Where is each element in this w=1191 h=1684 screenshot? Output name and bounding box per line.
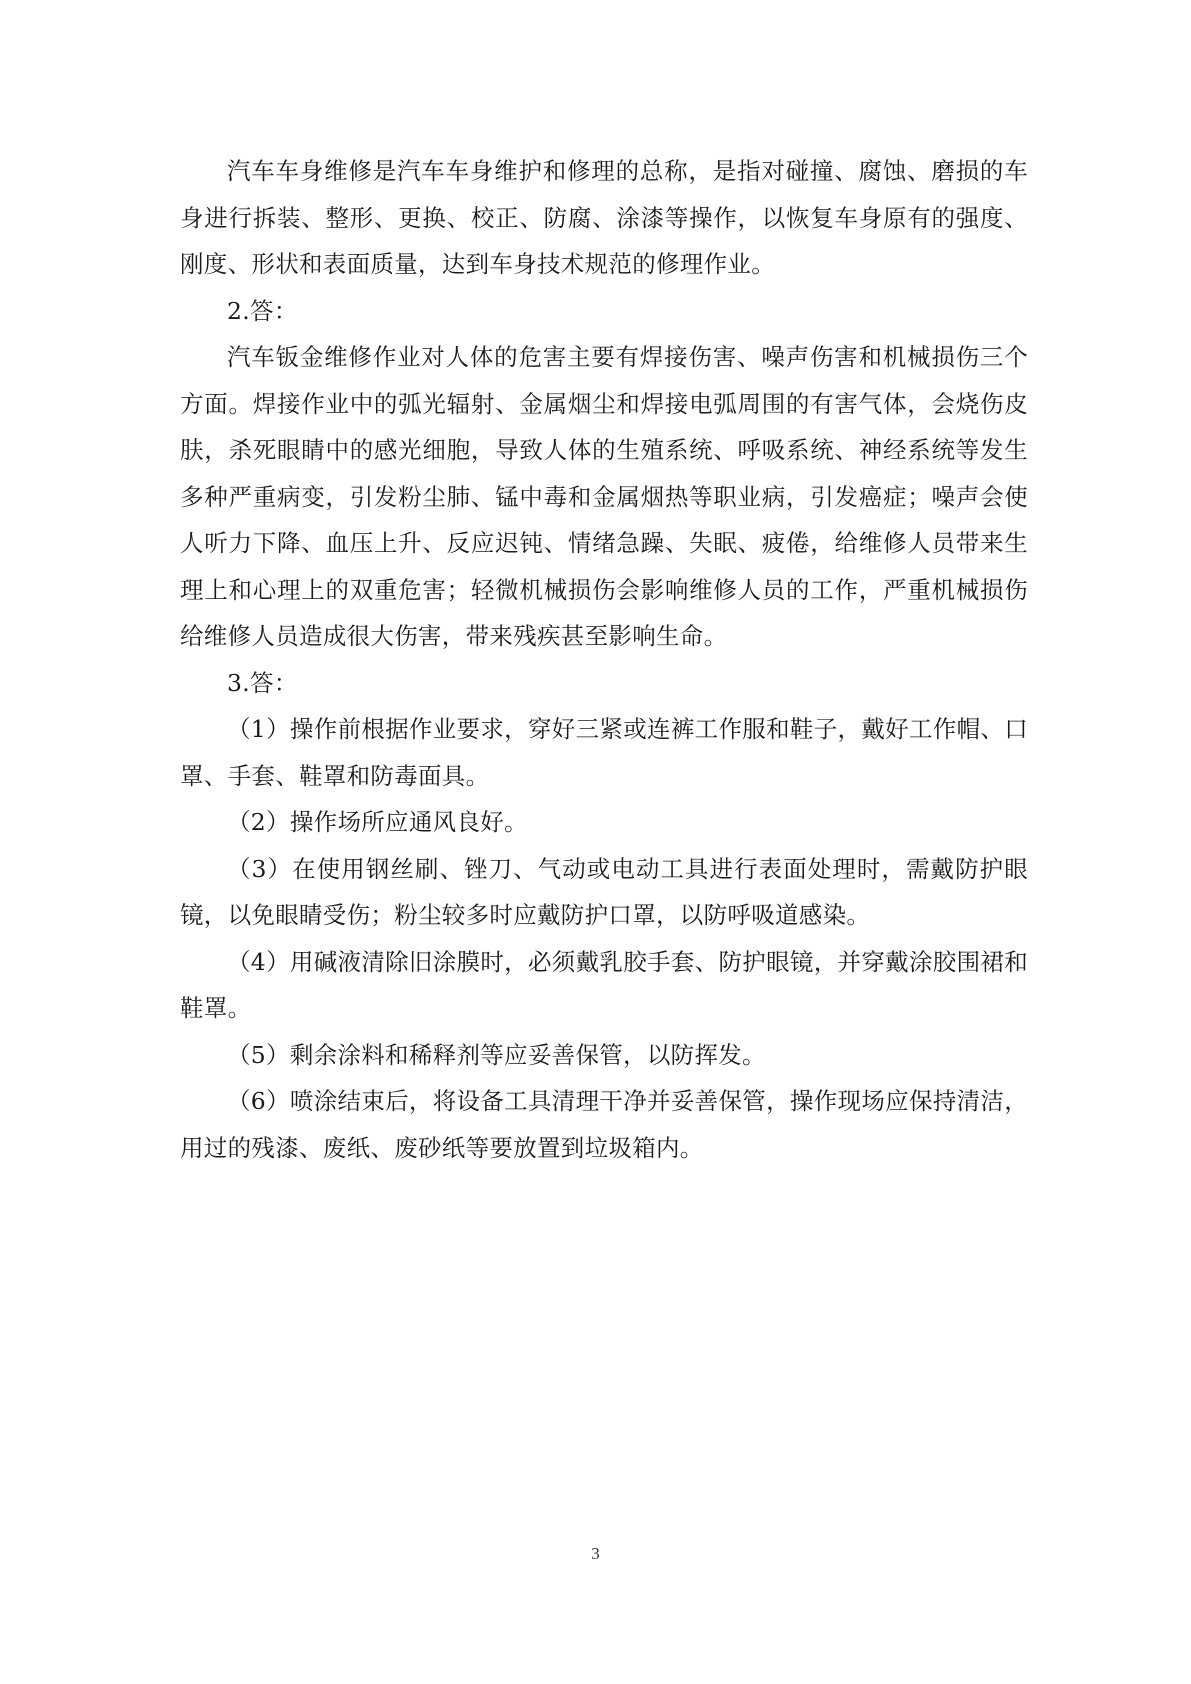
list-item-6: （6）喷涂结束后，将设备工具清理干净并妥善保管，操作现场应保持清洁，用过的残漆、废纸、废砂纸等要放置到垃圾箱内。	[180, 1087, 1028, 1162]
list-item-4: （4）用碱液清除旧涂膜时，必须戴乳胶手套、防护眼镜，并穿戴涂胶围裙和鞋罩。	[180, 947, 1028, 1022]
page-number: 3	[591, 1544, 600, 1563]
list-item-2: （2）操作场所应通风良好。	[227, 808, 528, 836]
document-body	[180, 148, 1028, 1171]
paragraph-hazards: 汽车钣金维修作业对人体的危害主要有焊接伤害、噪声伤害和机械损伤三个方面。焊接作业中的弧光辐射、金属烟尘和焊接电弧周围的有害气体，会烧伤皮肤，杀死眼睛中的感光细胞，导致人体的生殖系统、呼吸系统、神经系统等发生多种严重病变，引发粉尘肺、锰中毒和金属烟热等职业病，引发癌症；噪声会使人听力下降、血压上升、反应迟钝、情绪急躁、失眠、疲倦，给维修人员带来生理上和心理上的双重危害；轻微机械损伤会影响维修人员的工作，严重机械损伤给维修人员造成很大伤害，带来残疾甚至影响生命。	[180, 343, 1028, 650]
paragraph-body-repair-definition: 汽车车身维修是汽车车身维护和修理的总称，是指对碰撞、腐蚀、磨损的车身进行拆装、整形、更换、校正、防腐、涂漆等操作，以恢复车身原有的强度、刚度、形状和表面质量，达到车身技术规范的修理作业。	[180, 157, 1028, 278]
list-item-3: （3）在使用钢丝刷、锉刀、气动或电动工具进行表面处理时，需戴防护眼镜，以免眼睛受伤；粉尘较多时应戴防护口罩，以防呼吸道感染。	[180, 854, 1028, 929]
list-item-5: （5）剩余涂料和稀释剂等应妥善保管，以防挥发。	[227, 1040, 766, 1069]
list-item-1: （1）操作前根据作业要求，穿好三紧或连裤工作服和鞋子，戴好工作帽、口罩、手套、鞋罩和防毒面具。	[180, 715, 1028, 790]
answer-3-heading: 3.答：	[227, 668, 298, 697]
answer-2-heading: 2.答：	[227, 296, 298, 325]
